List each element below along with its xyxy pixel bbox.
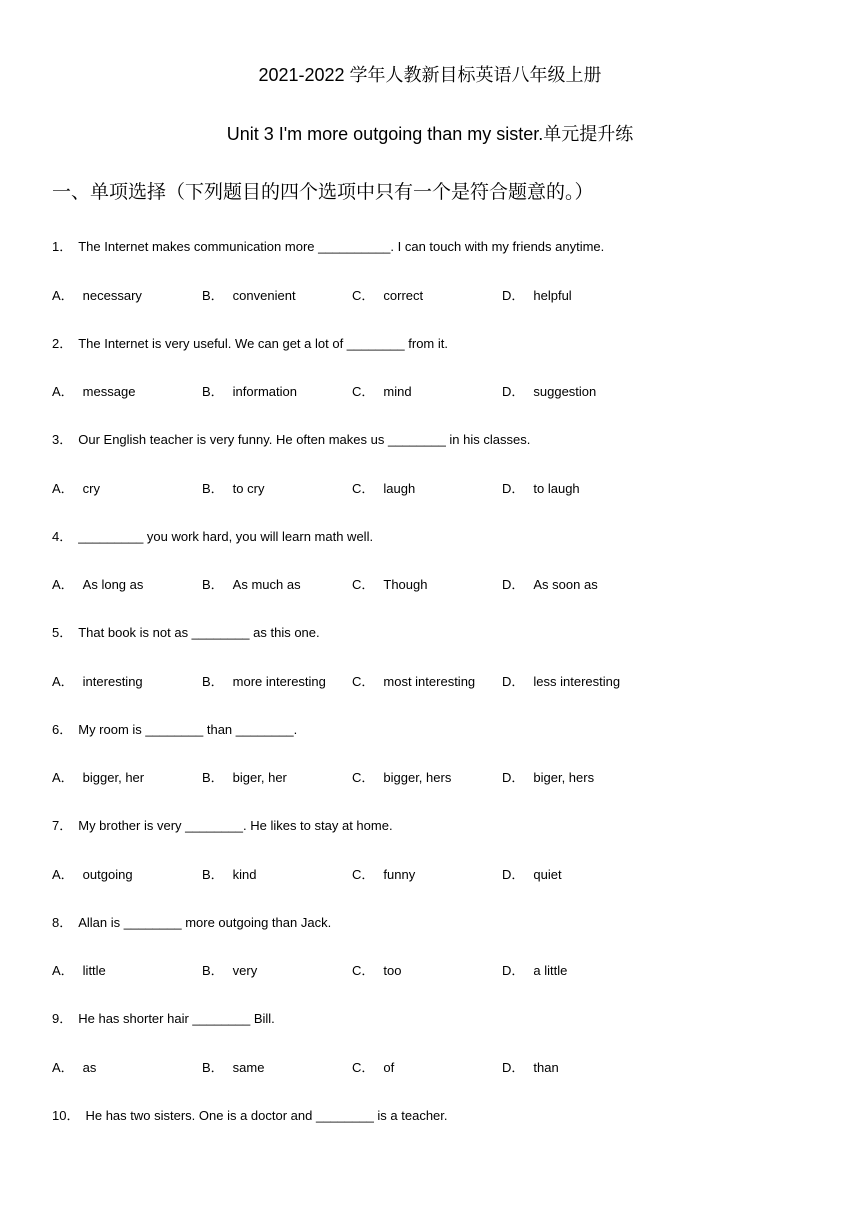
question-number: 6． [52,722,73,737]
question-text: Allan is ________ more outgoing than Jack. [78,915,332,930]
question-number: 7． [52,818,73,833]
document-title: 2021-2022 学年人教新目标英语八年级上册 [258,65,602,85]
question-4-options [52,576,752,594]
question-1-options [52,287,752,305]
option-a[interactable]: A． necessary [52,288,142,303]
option-b[interactable]: B． to cry [202,481,265,496]
question-1-stem [52,238,604,256]
option-d[interactable]: D． biger, hers [502,770,595,785]
question-2-stem [52,335,448,353]
question-text: He has shorter hair ________ Bill. [78,1011,275,1026]
question-text: _________ you work hard, you will learn math well. [78,529,374,544]
option-a[interactable]: A． as [52,1060,97,1075]
question-9-stem [52,1010,275,1028]
question-text: My brother is very ________. He likes to stay at home. [78,818,393,833]
question-number: 4． [52,529,73,544]
question-number: 5． [52,625,73,640]
document-subtitle: Unit 3 I'm more outgoing than my sister.单元提升练 [226,124,634,144]
option-a[interactable]: A． As long as [52,577,144,592]
option-c[interactable]: C． most interesting [352,674,476,689]
option-b[interactable]: B． biger, her [202,770,287,785]
question-7-stem [52,817,393,835]
question-7-options [52,866,752,884]
option-d[interactable]: D． than [502,1060,559,1075]
option-d[interactable]: D． a little [502,963,568,978]
question-number: 9． [52,1011,73,1026]
question-8-stem [52,914,331,932]
option-a[interactable]: A． interesting [52,674,143,689]
option-c[interactable]: C． laugh [352,481,416,496]
question-number: 10． [52,1108,80,1123]
question-4-stem [52,528,373,546]
question-10-stem [52,1107,448,1125]
question-9-options [52,1059,752,1077]
option-b[interactable]: B． same [202,1060,265,1075]
option-d[interactable]: D． to laugh [502,481,580,496]
option-b[interactable]: B． convenient [202,288,296,303]
option-a[interactable]: A． message [52,384,136,399]
option-b[interactable]: B． very [202,963,258,978]
question-text: Our English teacher is very funny. He often makes us ________ in his classes. [78,432,531,447]
option-c[interactable]: C． too [352,963,402,978]
option-a[interactable]: A． bigger, her [52,770,145,785]
question-3-stem [52,431,530,449]
question-number: 1． [52,239,73,254]
question-2-options [52,383,752,401]
question-number: 2． [52,336,73,351]
question-text: My room is ________ than ________. [78,722,298,737]
option-d[interactable]: D． helpful [502,288,572,303]
option-b[interactable]: B． information [202,384,297,399]
option-b[interactable]: B． As much as [202,577,301,592]
question-text: The Internet makes communication more __________. I can touch with my friends anytime. [78,239,605,254]
option-c[interactable]: C． of [352,1060,395,1075]
option-c[interactable]: C． funny [352,867,416,882]
option-d[interactable]: D． As soon as [502,577,598,592]
option-a[interactable]: A． little [52,963,106,978]
option-c[interactable]: C． bigger, hers [352,770,452,785]
question-5-stem [52,624,320,642]
option-c[interactable]: C． Though [352,577,428,592]
question-number: 3． [52,432,73,447]
question-3-options [52,480,752,498]
question-6-stem [52,721,297,739]
option-b[interactable]: B． more interesting [202,674,326,689]
option-d[interactable]: D． quiet [502,867,562,882]
question-5-options [52,673,752,691]
question-number: 8． [52,915,73,930]
option-a[interactable]: A． outgoing [52,867,133,882]
option-c[interactable]: C． correct [352,288,424,303]
option-a[interactable]: A． cry [52,481,101,496]
option-c[interactable]: C． mind [352,384,412,399]
question-text: The Internet is very useful. We can get a lot of ________ from it. [78,336,448,351]
section-heading: 一、单项选择（下列题目的四个选项中只有一个是符合题意的。） [52,182,594,203]
question-6-options [52,769,752,787]
option-d[interactable]: D． less interesting [502,674,621,689]
question-text: That book is not as ________ as this one. [78,625,320,640]
question-text: He has two sisters. One is a doctor and ________ is a teacher. [85,1108,448,1123]
option-b[interactable]: B． kind [202,867,257,882]
question-8-options [52,962,752,980]
option-d[interactable]: D． suggestion [502,384,597,399]
